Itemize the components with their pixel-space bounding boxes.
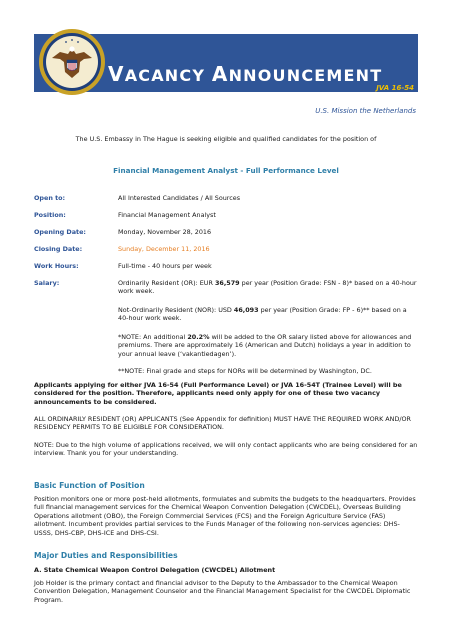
detail-label: Position:	[34, 211, 66, 219]
announcement-code: JVA 16-54	[376, 84, 414, 92]
salary-note-2: **NOTE: Final grade and steps for NORs will be determined by Washington, DC.	[118, 367, 372, 375]
note-1-text-2: will be added to the OR salary listed above for allowances and premiums. There are approximately 16 (American and Dutch) holidays a year in addition to your annual leave (‘vakantiedagen’).	[118, 333, 412, 358]
detail-label: Closing Date:	[34, 245, 83, 253]
detail-value-closing: Sunday, December 11, 2016	[118, 245, 210, 253]
detail-value: Full-time - 40 hours per week	[118, 262, 212, 270]
duties-text: Job Holder is the primary contact and financial advisor to the Deputy to the Ambassador to the Chemical Weapon Convention Delegation, Management Counselor and the Financial Management Specialist for the CWCDEL Diplomatic Program.	[34, 579, 411, 604]
page-title	[108, 62, 382, 86]
detail-label: Work Hours:	[34, 262, 79, 270]
title-part-2: NNOUNCEMENT	[228, 66, 383, 85]
note-1-text: *NOTE: An additional	[118, 333, 188, 341]
title-initial-a: A	[211, 62, 229, 86]
mission-name: U.S. Mission the Netherlands	[315, 107, 416, 115]
note-1-percent: 20.2%	[187, 333, 210, 341]
detail-value: Financial Management Analyst	[118, 211, 216, 219]
or-notice: ALL ORDINARILY RESIDENT (OR) APPLICANTS (See Appendix for definition) MUST HAVE THE REQUIRED WORK AND/OR RESIDENCY PERMITS TO BE ELIGIBLE FOR CONSIDERATION.	[34, 415, 411, 432]
us-great-seal-icon	[38, 28, 106, 96]
salary-or-text: Ordinarily Resident (OR): EUR	[118, 279, 215, 287]
position-title: Financial Management Analyst - Full Performance Level	[113, 166, 339, 175]
salary-nor	[118, 306, 418, 323]
salary-or	[118, 279, 418, 296]
volume-note: NOTE: Due to the high volume of applications received, we will only contact applicants who are being considered for an interview. Thank you for your understanding.	[34, 441, 418, 458]
applicants-note: Applicants applying for either JVA 16-54 (Full Performance Level) or JVA 16-54T (Trainee Level) will be considered for the position. Therefore, applicants need only apply for one of these two vacancy announcements to be considered.	[34, 381, 402, 406]
basic-function-heading: Basic Function of Position	[34, 481, 145, 490]
intro-text: The U.S. Embassy in The Hague is seeking eligible and qualified candidates for the position of	[75, 135, 377, 143]
salary-nor-text: Not-Ordinarily Resident (NOR): USD	[118, 306, 234, 314]
detail-value: Monday, November 28, 2016	[118, 228, 212, 236]
salary-note-1	[118, 333, 418, 358]
title-part-1: ACANCY	[124, 66, 212, 85]
salary-nor-text-2: per year (Position Grade: FP - 6)** based on a 40-hour work week.	[118, 306, 407, 323]
duties-heading: Major Duties and Responsibilities	[34, 551, 178, 560]
detail-label: Open to:	[34, 194, 66, 202]
salary-nor-amount: 46,093	[233, 306, 259, 314]
title-initial-v: V	[108, 62, 125, 86]
salary-or-text-2: per year (Position Grade: FSN - 8)* based on a 40-hour work week.	[118, 279, 417, 296]
duties-subheading: A. State Chemical Weapon Control Delegation (CWCDEL) Allotment	[34, 566, 276, 574]
basic-function-text: Position monitors one or more post-held allotments, formulates and submits the budgets to the headquarters. Provides full financial management services for the Chemical Weapon Convention Delegation (CWCDEL), Overseas Building Operations allotment (OBO), the Foreign Commercial Services (FCS) and the Foreign Agriculture Service (FAS) allotment. Incumbent provides partial services to the Funds Manager of the following non-services agencies: DHS-USSS, DHS-CBP, DHS-ICE and DHS-CSI.	[34, 495, 416, 537]
detail-value: All Interested Candidates / All Sources	[118, 194, 241, 202]
detail-label: Salary:	[34, 279, 60, 287]
detail-label: Opening Date:	[34, 228, 86, 236]
salary-or-amount: 36,579	[214, 279, 240, 287]
